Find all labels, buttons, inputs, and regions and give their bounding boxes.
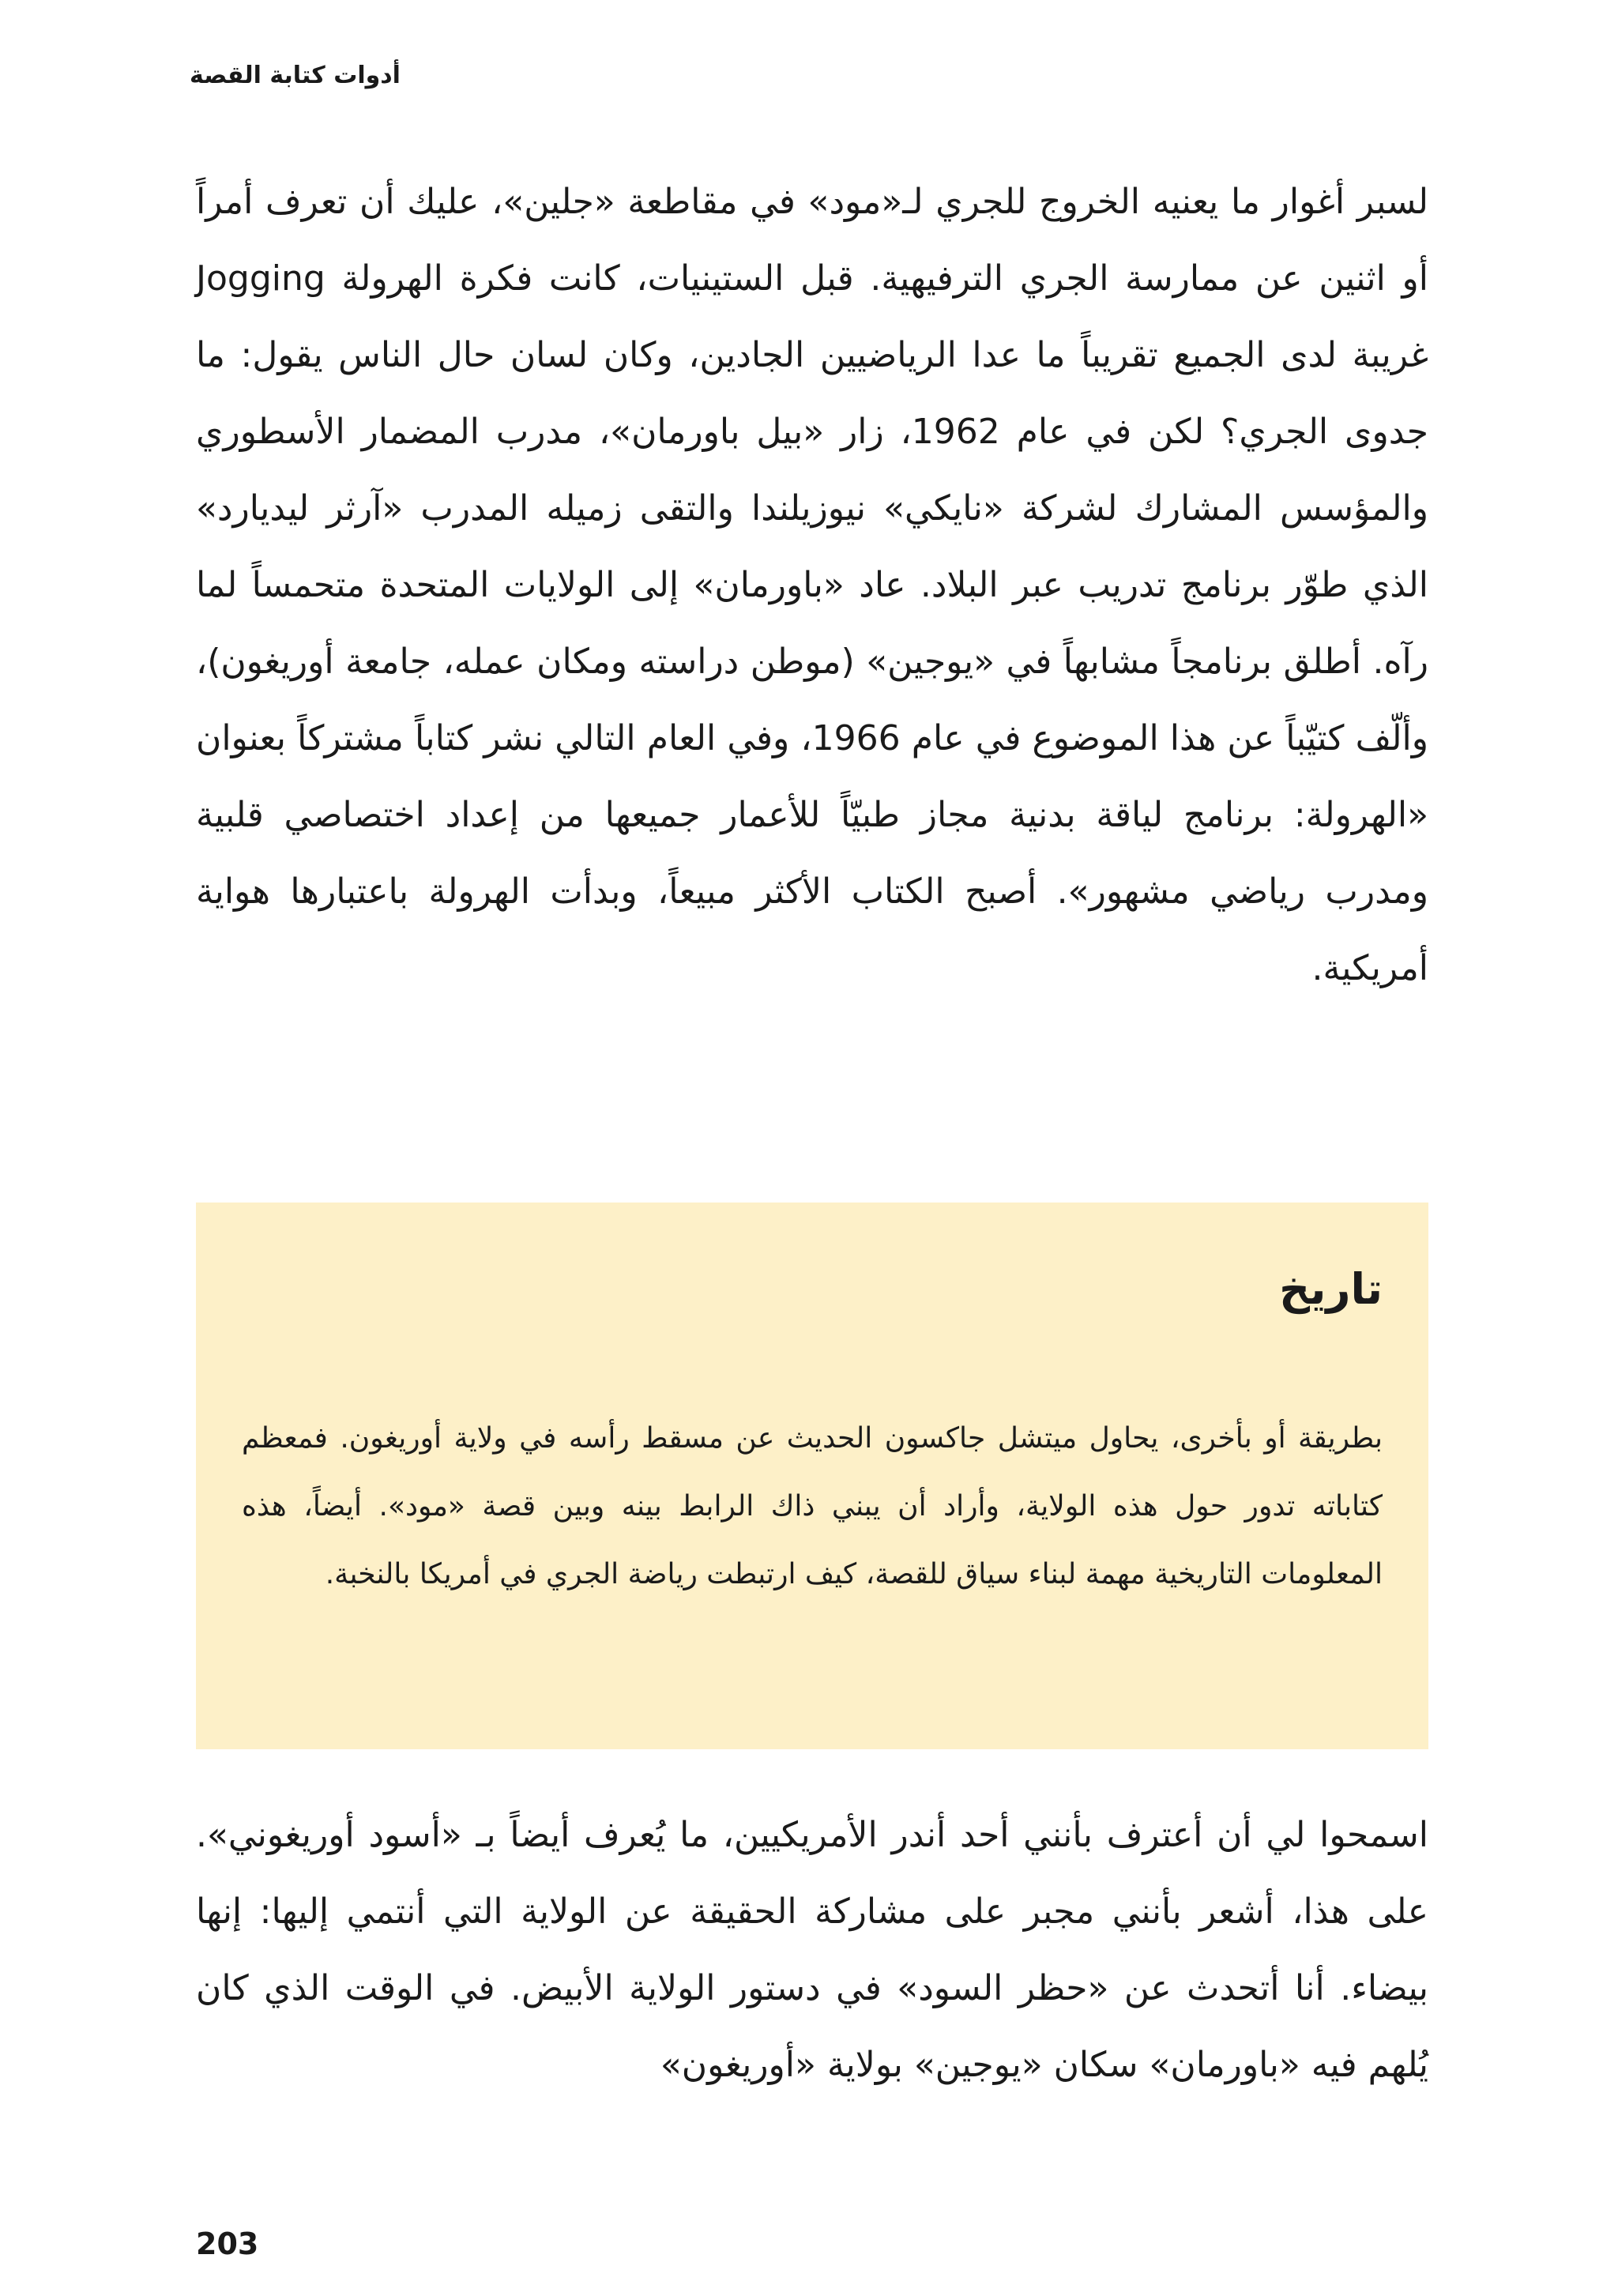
body-paragraph-2 <box>196 1797 1428 2103</box>
page-number: 203 <box>196 2226 259 2261</box>
sidebar-text: بطريقة أو بأخرى، يحاول ميتشل جاكسون الحديث عن مسقط رأسه في ولاية أوريغون. فمعظم كتاباته تدور حول هذه الولاية، وأراد أن يبني ذاك الرابط بينه وبين قصة «مود». أيضاً، هذه المعلومات التاريخية مهمة لبناء سياق للقصة، كيف ارتبطت رياضة الجري في أمريكا بالنخبة. <box>242 1422 1383 1590</box>
paragraph-text: لسبر أغوار ما يعنيه الخروج للجري لـ«مود» في مقاطعة «جلين»، عليك أن تعرف أمراً أو اثنين عن ممارسة الجري الترفيهية. قبل الستينيات، كانت فكرة الهرولة Jogging غريبة لدى الجميع تقريباً ما عدا الرياضيين الجادين، وكان لسان حال الناس يقول: ما جدوى الجري؟ لكن في عام 1962، زار «بيل باورمان»، مدرب المضمار الأسطوري والمؤسس المشارك لشركة «نايكي» نيوزيلندا والتقى زميله المدرب «آرثر ليديارد» الذي طوّر برنامج تدريب عبر البلاد. عاد «باورمان» إلى الولايات المتحدة متحمساً لما رآه. أطلق برنامجاً مشابهاً في «يوجين» (موطن دراسته ومكان عمله، جامعة أوريغون)، وألّف كتيّباً عن هذا الموضوع في عام 1966، وفي العام التالي نشر كتاباً مشتركاً بعنوان «الهرولة: برنامج لياقة بدنية مجاز طبيّاً للأعمار جميعها من إعداد اختصاصي قلبية ومدرب رياضي مشهور». أصبح الكتاب الأكثر مبيعاً، وبدأت الهرولة باعتبارها هواية أمريكية. <box>196 182 1429 988</box>
running-head: أدوات كتابة القصة <box>190 62 401 89</box>
paragraph-text: اسمحوا لي أن أعترف بأنني أحد أندر الأمريكيين، ما يُعرف أيضاً بـ «أسود أوريغوني». على هذا، أشعر بأنني مجبر على مشاركة الحقيقة عن الولاية التي أنتمي إليها: إنها بيضاء. أنا أتحدث عن «حظر السود» في دستور الولاية الأبيض. في الوقت الذي كان يُلهم فيه «باورمان» سكان «يوجين» بولاية «أوريغون» <box>196 1815 1428 2085</box>
sidebar-title: تاريخ <box>1279 1264 1383 1314</box>
history-sidebar-box <box>196 1203 1428 1749</box>
body-paragraph-1 <box>196 164 1428 1007</box>
